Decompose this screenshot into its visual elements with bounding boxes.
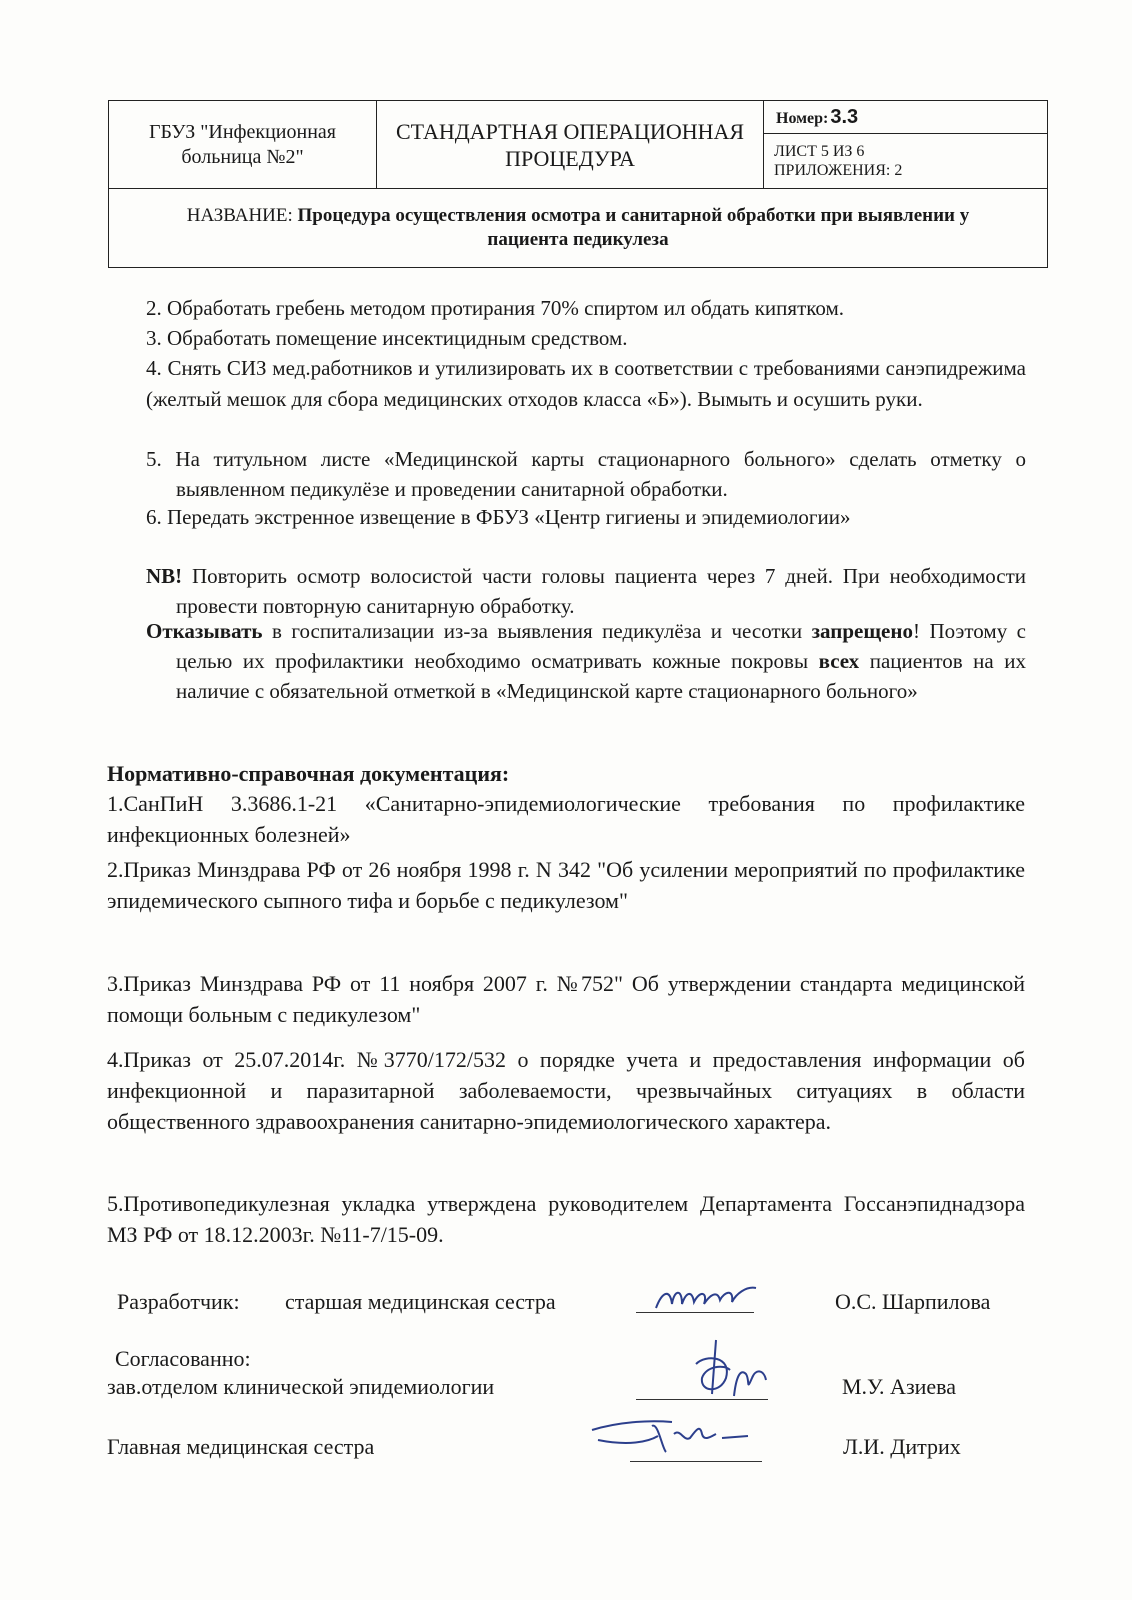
step-2: 2. Обработать гребень методом протирания 70% спиртом ил обдать кипятком. (146, 296, 845, 320)
procedure-name (109, 189, 1047, 267)
nb-text: Повторить осмотр волосистой части головы пациента через 7 дней. При необходимости провести повторную санитарную обработку. (176, 564, 1026, 618)
forbidden-word: запрещено (811, 619, 913, 643)
chief-nurse-role: Главная медицинская сестра (107, 1434, 375, 1459)
normative-heading: Нормативно-справочная документация: (107, 761, 510, 786)
normative-item-1: 1.СанПиН 3.3686.1-21 «Санитарно-эпидемиологические требования по профилактике инфекционных болезней» (107, 791, 1025, 847)
appendices-count: ПРИЛОЖЕНИЯ: 2 (774, 162, 903, 179)
nb-label: NB! (146, 564, 183, 588)
name-label: НАЗВАНИЕ: (186, 205, 293, 226)
step-4: 4. Снять СИЗ мед.работников и утилизировать их в соответствии с требованиями санэпидрежима (желтый мешок для сбора медицинских отходов класса «Б»). Вымыть и осушить руки. (146, 356, 1026, 411)
epid-role: зав.отделом клинической эпидемиологии (107, 1374, 495, 1399)
agreed-label: Согласованно: (115, 1346, 251, 1371)
organization-name: ГБУЗ "Инфекционная больница №2" (109, 101, 377, 189)
sheet-count: ЛИСТ 5 ИЗ 6 (774, 143, 865, 160)
step-6: 6. Передать экстренное извещение в ФБУЗ «Центр гигиены и эпидемиологии» (146, 505, 851, 529)
step-3: 3. Обработать помещение инсектицидным средством. (146, 326, 628, 350)
developer-name: О.С. Шарпилова (835, 1289, 991, 1314)
epid-name: М.У. Азиева (842, 1374, 957, 1399)
step-5: 5. На титульном листе «Медицинской карты стационарного больного» сделать отметку о выявленном педикулёзе и проведении санитарной обработки. (146, 447, 1026, 501)
nb-note (146, 561, 1026, 621)
number-value: 3.3 (830, 106, 859, 128)
developer-role: старшая медицинская сестра (285, 1289, 556, 1314)
number-label: Номер: (776, 110, 829, 127)
normative-item-4: 4.Приказ от 25.07.2014г. №3770/172/532 о порядке учета и предоставления информации об инфекционной и паразитарной заболеваемости, чрезвычайных ситуациях в области общественного здравоохранения санитарно-эпидемиологического характера. (107, 1047, 1025, 1134)
normative-item-3: 3.Приказ Минздрава РФ от 11 ноября 2007 г. №752" Об утверждении стандарта медицинской помощи больным с педикулезом" (107, 971, 1025, 1027)
chief-nurse-name: Л.И. Дитрих (843, 1434, 961, 1459)
refuse-text-2: ! Поэтому с целью их профилактики необходимо осматривать кожные покровы (176, 619, 1027, 673)
header-table (108, 100, 1048, 268)
document-number (764, 101, 1047, 134)
name-value: Процедура осуществления осмотра и санитарной обработки при выявлении у пациента педикулеза (297, 205, 970, 250)
refuse-text-1: в госпитализации из-за выявления педикулёза и чесотки (271, 619, 803, 643)
document-type: СТАНДАРТНАЯ ОПЕРАЦИОННАЯ ПРОЦЕДУРА (377, 101, 764, 189)
normative-item-2: 2.Приказ Минздрава РФ от 26 ноября 1998 г. N 342 "Об усилении мероприятий по профилактике эпидемического сыпного тифа и борьбе с педикулезом" (107, 857, 1025, 913)
refuse-note (146, 616, 1026, 706)
developer-signature (652, 1278, 762, 1318)
epid-signature (676, 1334, 776, 1404)
chief-nurse-signature (588, 1412, 758, 1462)
developer-label: Разработчик: (117, 1289, 240, 1314)
sheet-info (764, 134, 1047, 189)
all-word: всех (818, 649, 860, 673)
normative-item-5: 5.Противопедикулезная укладка утверждена руководителем Департамента Госсанэпиднадзора МЗ РФ от 18.12.2003г. №11-7/15-09. (107, 1191, 1025, 1247)
refuse-word: Отказывать (146, 619, 263, 643)
refuse-text-3: пациентов на их наличие с обязательной отметкой в «Медицинской карте стационарного больного» (176, 649, 1027, 703)
